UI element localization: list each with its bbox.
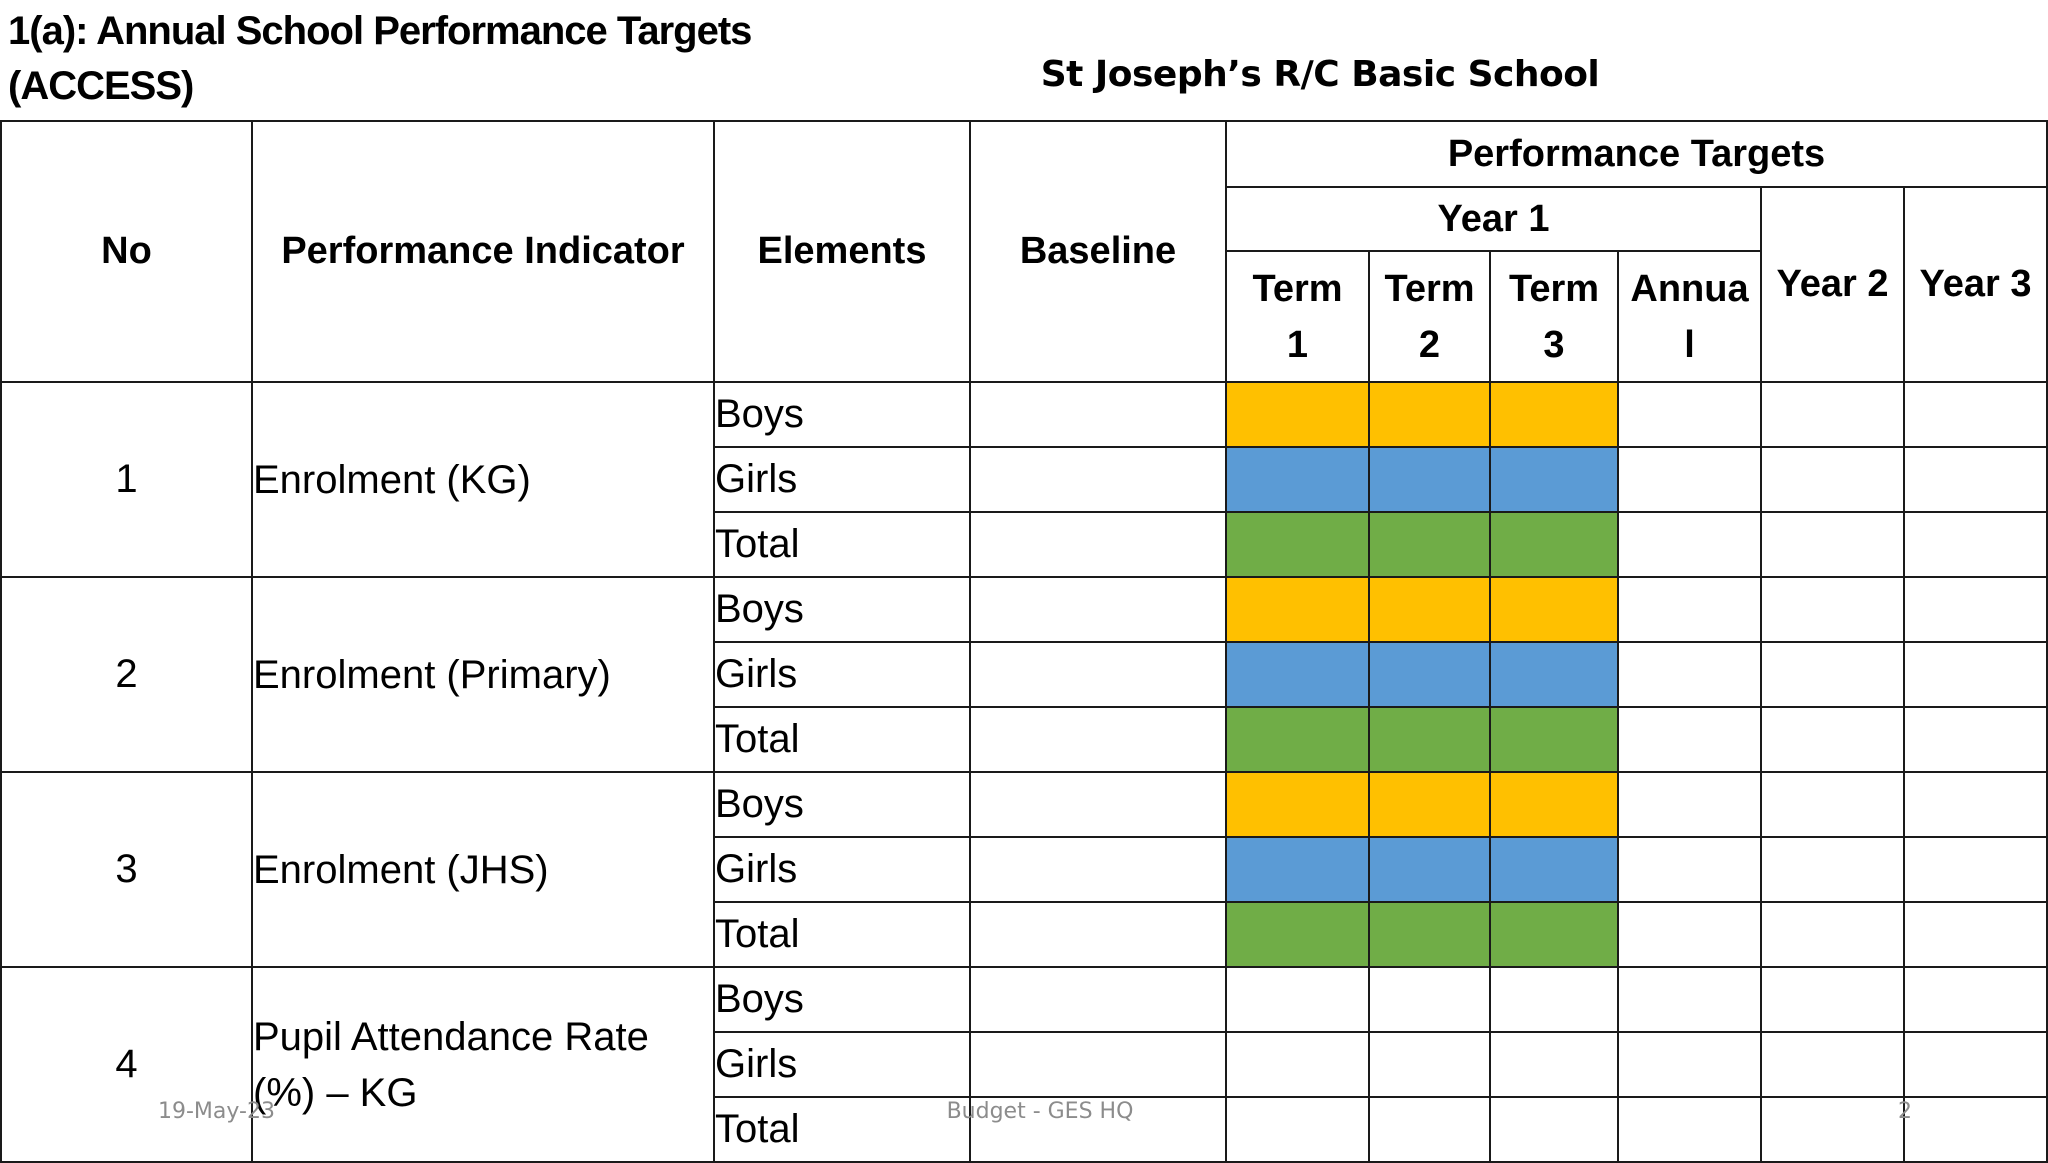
performance-targets-table bbox=[0, 120, 2048, 1163]
element-cell: Girls bbox=[714, 1032, 970, 1097]
row-number: 2 bbox=[1, 577, 252, 772]
table-row bbox=[1, 967, 2047, 1032]
element-cell: Girls bbox=[714, 447, 970, 512]
term-1-cell[interactable] bbox=[1226, 772, 1369, 837]
element-cell: Boys bbox=[714, 967, 970, 1032]
term-1-cell[interactable] bbox=[1226, 512, 1369, 577]
annual-cell[interactable] bbox=[1618, 447, 1761, 512]
term-3-cell[interactable] bbox=[1490, 1097, 1618, 1162]
term-1-cell[interactable] bbox=[1226, 382, 1369, 447]
baseline-cell[interactable] bbox=[970, 512, 1226, 577]
term-1-cell[interactable] bbox=[1226, 577, 1369, 642]
year-3-cell[interactable] bbox=[1904, 837, 2047, 902]
year-3-cell[interactable] bbox=[1904, 1097, 2047, 1162]
term-2-cell[interactable] bbox=[1369, 382, 1490, 447]
year-2-cell[interactable] bbox=[1761, 967, 1904, 1032]
header-baseline: Baseline bbox=[970, 121, 1226, 382]
year-2-cell[interactable] bbox=[1761, 837, 1904, 902]
header-term-2: Term 2 bbox=[1369, 251, 1490, 382]
year-3-cell[interactable] bbox=[1904, 382, 2047, 447]
term-3-cell[interactable] bbox=[1490, 577, 1618, 642]
term-2-cell[interactable] bbox=[1369, 707, 1490, 772]
year-3-cell[interactable] bbox=[1904, 577, 2047, 642]
year-3-cell[interactable] bbox=[1904, 642, 2047, 707]
term-2-cell[interactable] bbox=[1369, 447, 1490, 512]
header-elements: Elements bbox=[714, 121, 970, 382]
term-3-cell[interactable] bbox=[1490, 902, 1618, 967]
term-3-cell[interactable] bbox=[1490, 707, 1618, 772]
annual-cell[interactable] bbox=[1618, 512, 1761, 577]
annual-cell[interactable] bbox=[1618, 1032, 1761, 1097]
baseline-cell[interactable] bbox=[970, 642, 1226, 707]
year-2-cell[interactable] bbox=[1761, 447, 1904, 512]
element-cell: Boys bbox=[714, 577, 970, 642]
header-year-2: Year 2 bbox=[1761, 187, 1904, 382]
header-term-3: Term 3 bbox=[1490, 251, 1618, 382]
indicator-cell: Enrolment (KG) bbox=[252, 382, 714, 577]
element-cell: Total bbox=[714, 707, 970, 772]
element-cell: Total bbox=[714, 1097, 970, 1162]
term-1-cell[interactable] bbox=[1226, 1032, 1369, 1097]
year-3-cell[interactable] bbox=[1904, 447, 2047, 512]
term-2-cell[interactable] bbox=[1369, 902, 1490, 967]
annual-cell[interactable] bbox=[1618, 642, 1761, 707]
year-2-cell[interactable] bbox=[1761, 512, 1904, 577]
element-cell: Total bbox=[714, 902, 970, 967]
year-2-cell[interactable] bbox=[1761, 1032, 1904, 1097]
term-3-cell[interactable] bbox=[1490, 512, 1618, 577]
table-row bbox=[1, 382, 2047, 447]
term-3-cell[interactable] bbox=[1490, 447, 1618, 512]
term-3-cell[interactable] bbox=[1490, 382, 1618, 447]
annual-cell[interactable] bbox=[1618, 707, 1761, 772]
annual-cell[interactable] bbox=[1618, 382, 1761, 447]
baseline-cell[interactable] bbox=[970, 902, 1226, 967]
term-1-cell[interactable] bbox=[1226, 1097, 1369, 1162]
year-3-cell[interactable] bbox=[1904, 772, 2047, 837]
year-3-cell[interactable] bbox=[1904, 707, 2047, 772]
header-annual: Annua l bbox=[1618, 251, 1761, 382]
term-1-cell[interactable] bbox=[1226, 642, 1369, 707]
year-2-cell[interactable] bbox=[1761, 772, 1904, 837]
year-2-cell[interactable] bbox=[1761, 902, 1904, 967]
baseline-cell[interactable] bbox=[970, 382, 1226, 447]
header-year-1: Year 1 bbox=[1226, 187, 1761, 251]
baseline-cell[interactable] bbox=[970, 1032, 1226, 1097]
term-2-cell[interactable] bbox=[1369, 577, 1490, 642]
term-3-cell[interactable] bbox=[1490, 967, 1618, 1032]
annual-cell[interactable] bbox=[1618, 967, 1761, 1032]
baseline-cell[interactable] bbox=[970, 577, 1226, 642]
year-2-cell[interactable] bbox=[1761, 577, 1904, 642]
header-no: No bbox=[1, 121, 252, 382]
row-number: 1 bbox=[1, 382, 252, 577]
footer-page-number: 2 bbox=[1898, 1099, 1912, 1124]
header-performance-targets: Performance Targets bbox=[1226, 121, 2047, 187]
annual-cell[interactable] bbox=[1618, 902, 1761, 967]
term-3-cell[interactable] bbox=[1490, 837, 1618, 902]
school-name: St Joseph’s R/C Basic School bbox=[1040, 54, 1600, 95]
term-2-cell[interactable] bbox=[1369, 1097, 1490, 1162]
element-cell: Boys bbox=[714, 382, 970, 447]
header-performance-indicator: Performance Indicator bbox=[252, 121, 714, 382]
term-3-cell[interactable] bbox=[1490, 772, 1618, 837]
year-2-cell[interactable] bbox=[1761, 707, 1904, 772]
baseline-cell[interactable] bbox=[970, 837, 1226, 902]
annual-cell[interactable] bbox=[1618, 1097, 1761, 1162]
baseline-cell[interactable] bbox=[970, 772, 1226, 837]
row-number: 3 bbox=[1, 772, 252, 967]
element-cell: Boys bbox=[714, 772, 970, 837]
element-cell: Total bbox=[714, 512, 970, 577]
year-2-cell[interactable] bbox=[1761, 382, 1904, 447]
element-cell: Girls bbox=[714, 837, 970, 902]
term-2-cell[interactable] bbox=[1369, 642, 1490, 707]
year-3-cell[interactable] bbox=[1904, 902, 2047, 967]
indicator-cell: Pupil Attendance Rate (%) – KG bbox=[252, 967, 714, 1162]
annual-cell[interactable] bbox=[1618, 577, 1761, 642]
year-3-cell[interactable] bbox=[1904, 1032, 2047, 1097]
term-1-cell[interactable] bbox=[1226, 902, 1369, 967]
term-1-cell[interactable] bbox=[1226, 447, 1369, 512]
baseline-cell[interactable] bbox=[970, 967, 1226, 1032]
table-row bbox=[1, 772, 2047, 837]
year-3-cell[interactable] bbox=[1904, 967, 2047, 1032]
footer-center: Budget - GES HQ bbox=[946, 1099, 1134, 1124]
indicator-cell: Enrolment (Primary) bbox=[252, 577, 714, 772]
term-1-cell[interactable] bbox=[1226, 967, 1369, 1032]
baseline-cell[interactable] bbox=[970, 447, 1226, 512]
table-row bbox=[1, 577, 2047, 642]
year-3-cell[interactable] bbox=[1904, 512, 2047, 577]
term-2-cell[interactable] bbox=[1369, 967, 1490, 1032]
annual-cell[interactable] bbox=[1618, 772, 1761, 837]
row-number: 4 bbox=[1, 967, 252, 1162]
term-2-cell[interactable] bbox=[1369, 1032, 1490, 1097]
term-2-cell[interactable] bbox=[1369, 837, 1490, 902]
term-2-cell[interactable] bbox=[1369, 772, 1490, 837]
year-2-cell[interactable] bbox=[1761, 642, 1904, 707]
term-1-cell[interactable] bbox=[1226, 707, 1369, 772]
term-2-cell[interactable] bbox=[1369, 512, 1490, 577]
slide-title: 1(a): Annual School Performance Targets (ACCESS) bbox=[8, 9, 752, 108]
term-1-cell[interactable] bbox=[1226, 837, 1369, 902]
term-3-cell[interactable] bbox=[1490, 642, 1618, 707]
footer-date: 19-May-23 bbox=[158, 1099, 275, 1124]
element-cell: Girls bbox=[714, 642, 970, 707]
term-3-cell[interactable] bbox=[1490, 1032, 1618, 1097]
baseline-cell[interactable] bbox=[970, 707, 1226, 772]
indicator-cell: Enrolment (JHS) bbox=[252, 772, 714, 967]
header-term-1: Term 1 bbox=[1226, 251, 1369, 382]
annual-cell[interactable] bbox=[1618, 837, 1761, 902]
header-year-3: Year 3 bbox=[1904, 187, 2047, 382]
year-2-cell[interactable] bbox=[1761, 1097, 1904, 1162]
